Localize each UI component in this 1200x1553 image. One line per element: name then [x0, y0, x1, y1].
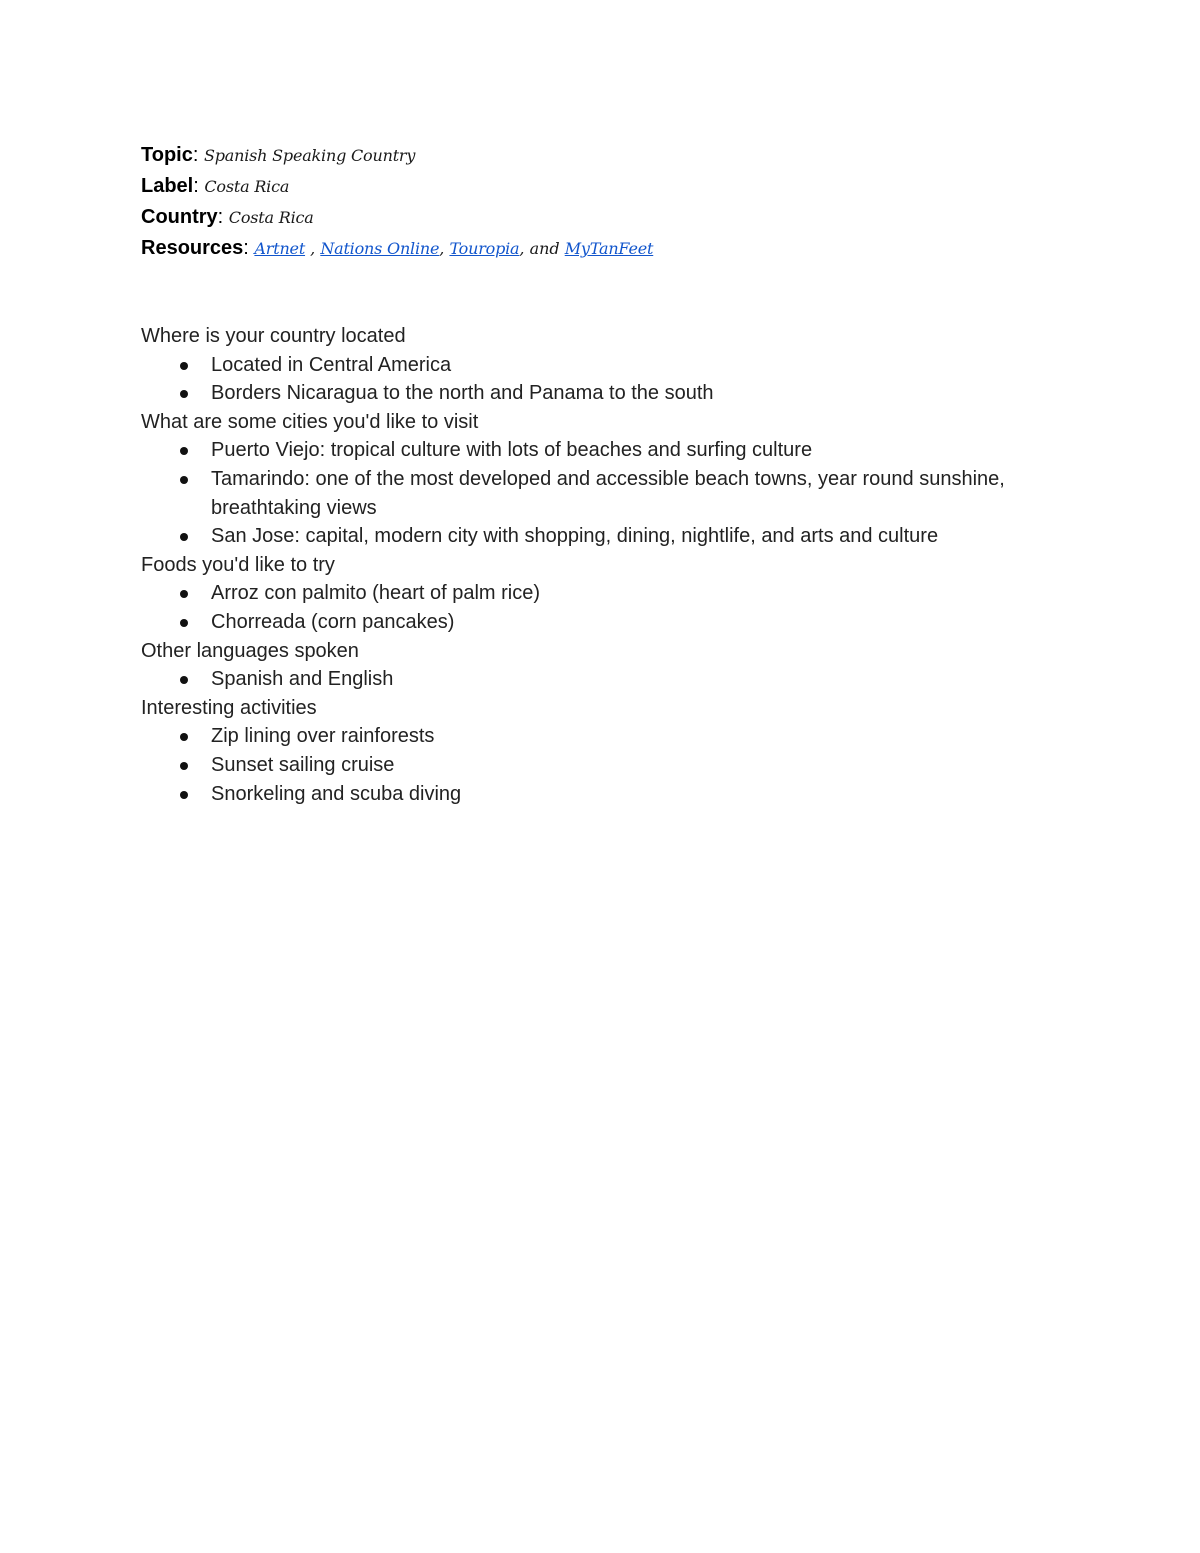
bullet-list: [141, 665, 1021, 694]
header-fields: [141, 140, 1141, 264]
topic-line: [141, 140, 1141, 171]
label-label: Label: [141, 175, 194, 197]
list-item: Puerto Viejo: tropical culture with lots of beaches and surfing culture: [211, 436, 1021, 465]
list-item: San Jose: capital, modern city with shopping, dining, nightlife, and arts and culture: [211, 522, 1021, 551]
resources-line: [141, 233, 1141, 264]
resource-separator: ,: [439, 239, 450, 258]
resource-link-nations-online[interactable]: Nations Online: [320, 239, 440, 258]
section-question: Other languages spoken: [141, 639, 359, 662]
list-item: Spanish and English: [211, 665, 1021, 694]
bullet-list: [141, 579, 1021, 636]
country-value: Costa Rica: [228, 208, 314, 227]
resource-link-artnet[interactable]: Artnet: [254, 239, 306, 258]
country-label: Country: [141, 206, 218, 228]
list-item: Borders Nicaragua to the north and Panama to the south: [211, 379, 1021, 408]
resource-link-mytanfeet[interactable]: MyTanFeet: [564, 239, 654, 258]
topic-label: Topic: [141, 144, 193, 166]
country-line: [141, 202, 1141, 233]
document-body: [141, 322, 1021, 808]
list-item: Located in Central America: [211, 351, 1021, 380]
label-line: [141, 171, 1141, 202]
colon: :: [193, 175, 205, 197]
resource-link-touropia[interactable]: Touropia: [449, 239, 520, 258]
list-item: Snorkeling and scuba diving: [211, 780, 1021, 809]
bullet-list: [141, 722, 1021, 808]
label-value: Costa Rica: [204, 177, 290, 196]
list-item: Tamarindo: one of the most developed and accessible beach towns, year round sunshine, breathtaking views: [211, 465, 1021, 522]
list-item: Chorreada (corn pancakes): [211, 608, 1021, 637]
colon: :: [243, 237, 255, 259]
list-item: Zip lining over rainforests: [211, 722, 1021, 751]
resources-label: Resources: [141, 237, 244, 259]
bullet-list: [141, 351, 1021, 408]
section-question: Interesting activities: [141, 696, 317, 719]
resource-separator: ,: [305, 239, 321, 258]
section-question: What are some cities you'd like to visit: [141, 410, 479, 433]
topic-value: Spanish Speaking Country: [203, 146, 416, 165]
resource-separator: , and: [519, 239, 565, 258]
list-item: Sunset sailing cruise: [211, 751, 1021, 780]
list-item: Arroz con palmito (heart of palm rice): [211, 579, 1021, 608]
bullet-list: [141, 436, 1021, 550]
section-question: Foods you'd like to try: [141, 553, 335, 576]
colon: :: [217, 206, 229, 228]
colon: :: [192, 144, 204, 166]
section-question: Where is your country located: [141, 325, 406, 347]
